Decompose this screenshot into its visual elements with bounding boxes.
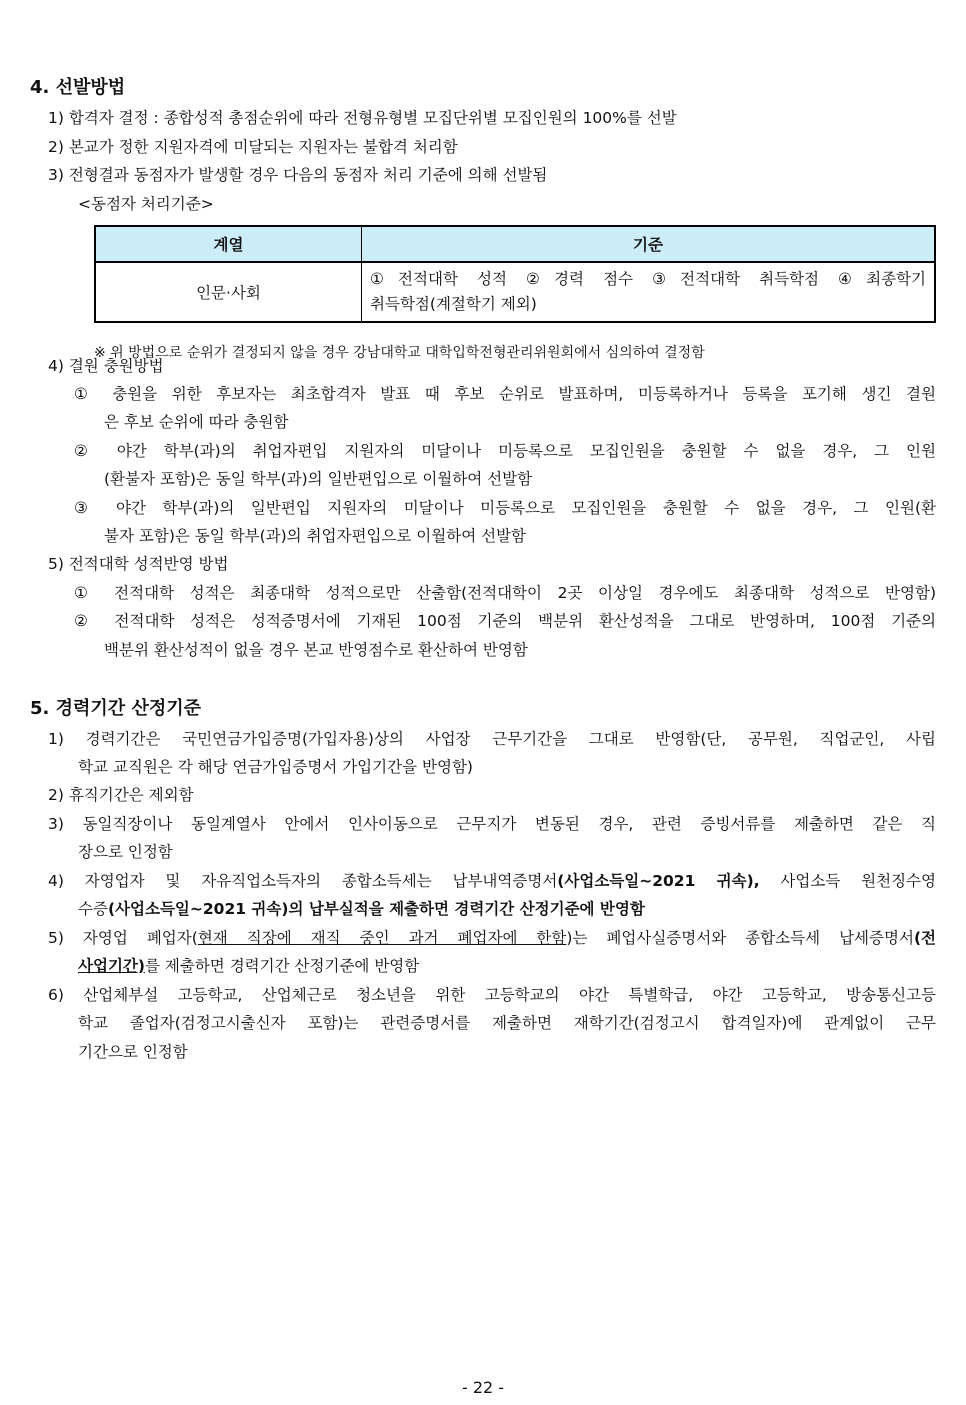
table-header-row [95, 226, 935, 262]
s5-item-5-text: 5) 자영업 폐업자( [48, 929, 198, 947]
s4-item-5-1: ① 전적대학 성적은 최종대학 성적으로만 산출함(전적대학이 2곳 이상일 경우에도 최종대학 성적으로 반영함) [74, 584, 936, 602]
s4-item-4-2-line-2: (환불자 포함)은 동일 학부(과)의 일반편입으로 이월하여 선발함 [104, 470, 533, 488]
s5-item-1-line-2: 학교 교직원은 각 해당 연금가입증명서 가입기간을 반영함) [78, 758, 473, 776]
s5-item-5-bold: (전 [913, 929, 936, 947]
s5-item-5-line-2-bold: 사업기간) [78, 957, 145, 975]
s4-item-4-1-line-2: 은 후보 순위에 따라 충원함 [104, 413, 289, 431]
s4-item-4-2-line-1: ② 야간 학부(과)의 취업자편입 지원자의 미달이나 미등록으로 모집인원을 충원할 수 없을 경우, 그 인원 [74, 442, 936, 460]
tie-criteria-label: <동점자 처리기준> [78, 195, 214, 213]
tie-note: ※ 위 방법으로 순위가 결정되지 않을 경우 강남대학교 대학입학전형관리위원회에서 심의하여 결정함 [94, 345, 705, 361]
section-5-title: 5. 경력기간 산정기준 [30, 698, 201, 719]
s4-item-5-2-line-1: ② 전적대학 성적은 성적증명서에 기재된 100점 기준의 백분위 환산성적을 그대로 반영하며, 100점 기준의 [74, 612, 936, 630]
s5-item-4-line-2-text: 수증 [78, 900, 108, 918]
criteria-line-1: ①전적대학 성적 ②경력 점수 ③전적대학 취득학점 ④최종학기 [370, 270, 926, 288]
s5-item-5-line-2-text: 를 제출하면 경력기간 산정기준에 반영함 [144, 957, 420, 975]
s4-item-2: 2) 본교가 정한 지원자격에 미달되는 지원자는 불합격 처리함 [48, 138, 458, 156]
s5-item-4-line-2 [78, 895, 645, 923]
s5-item-4-text-end: 사업소득 원천징수영 [759, 872, 936, 890]
s4-item-4-1-line-1: ① 충원을 위한 후보자는 최초합격자 발표 때 후보 순위로 발표하며, 미등록하거나 등록을 포기해 생긴 결원 [74, 385, 936, 403]
s5-item-5-line-1 [48, 924, 936, 952]
s4-item-3: 3) 전형결과 동점자가 발생할 경우 다음의 동점자 처리 기준에 의해 선발됨 [48, 166, 548, 184]
s5-item-3-line-2: 장으로 인정함 [78, 843, 173, 861]
s5-item-4-line-1 [48, 867, 936, 895]
header-criteria: 기준 [362, 226, 936, 262]
s5-item-4-text: 4) 자영업자 및 자유직업소득자의 종합소득세는 납부내역증명서 [48, 872, 558, 890]
s5-item-2: 2) 휴직기간은 제외함 [48, 786, 194, 804]
s4-item-4-3-line-2: 불자 포함)은 동일 학부(과)의 취업자편입으로 이월하여 선발함 [104, 527, 527, 545]
s4-item-1: 1) 합격자 결정 : 종합성적 총점순위에 따라 전형유형별 모집단위별 모집인원의 100%를 선발 [48, 109, 677, 127]
page-number: - 22 - [461, 1378, 505, 1397]
cell-criteria [362, 262, 936, 322]
s5-item-5-line-2 [78, 952, 419, 980]
s4-item-4: 4) 결원 충원방법 [48, 357, 164, 375]
s5-item-3-line-1: 3) 동일직장이나 동일계열사 안에서 인사이동으로 근무지가 변동된 경우, 관련 증빙서류를 제출하면 같은 직 [48, 815, 936, 833]
s5-item-1-line-1: 1) 경력기간은 국민연금가입증명(가입자용)상의 사업장 근무기간을 그대로 반영함(단, 공무원, 직업군인, 사립 [48, 730, 936, 748]
s5-item-6-line-2: 학교 졸업자(검정고시출신자 포함)는 관련증명서를 제출하면 재학기간(검정고시 합격일자)에 관계없이 근무 [78, 1014, 936, 1032]
s4-item-4-3-line-1: ③ 야간 학부(과)의 일반편입 지원자의 미달이나 미등록으로 모집인원을 충원할 수 없을 경우, 그 인원(환 [74, 499, 936, 517]
s4-item-5: 5) 전적대학 성적반영 방법 [48, 555, 229, 573]
tie-criteria-table [94, 225, 936, 323]
s5-item-5-underlined: 현재 직장에 재직 중인 과거 폐업자에 한함 [197, 929, 567, 947]
s4-item-5-2-line-2: 백분위 환산성적이 없을 경우 본교 반영점수로 환산하여 반영함 [104, 641, 528, 659]
cell-category: 인문·사회 [95, 262, 362, 322]
s5-item-4-bold: (사업소득일~2021 귀속), [557, 872, 760, 890]
header-category: 계열 [95, 226, 362, 262]
s5-item-5-text-mid: )는 폐업사실증명서와 종합소득세 납세증명서 [566, 929, 914, 947]
table-row [95, 262, 935, 322]
section-4-title: 4. 선발방법 [30, 77, 126, 98]
s5-item-4-line-2-bold: (사업소득일~2021 귀속)의 납부실적을 제출하면 경력기간 산정기준에 반영함 [107, 900, 645, 918]
criteria-line-2: 취득학점(계절학기 제외) [370, 295, 537, 313]
s5-item-6-line-1: 6) 산업체부설 고등학교, 산업체근로 청소년을 위한 고등학교의 야간 특별학급, 야간 고등학교, 방송통신고등 [48, 986, 936, 1004]
s5-item-6-line-3: 기간으로 인정함 [78, 1043, 188, 1061]
